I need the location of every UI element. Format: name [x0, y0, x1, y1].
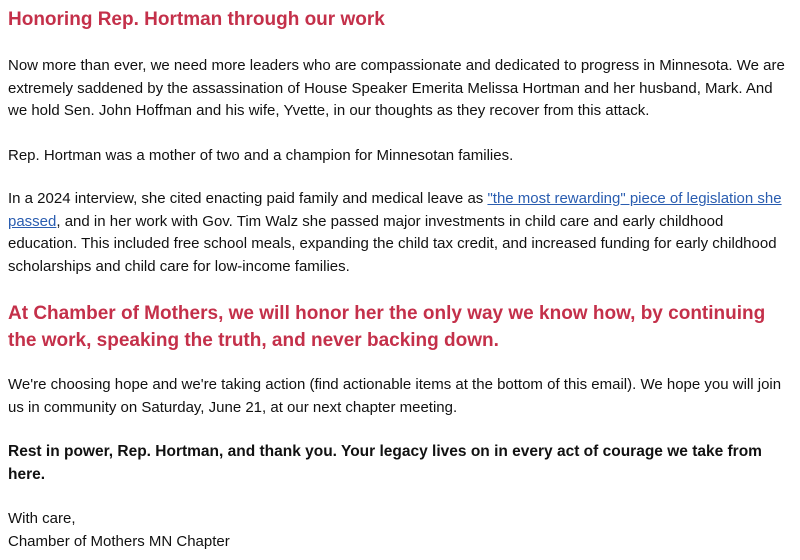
heading-honoring: Honoring Rep. Hortman through our work — [8, 9, 385, 30]
paragraph-intro: Now more than ever, we need more leaders who are compassionate and dedicated to progress in Minnesota. We are extremely saddened by the assassination of House Speaker Emerita Melissa Hortman and her husband, Mark. And we hold Sen. John Hoffman and his wife, Yvette, in our thoughts as they recover from this attack. — [8, 57, 785, 119]
signoff-text: With care, — [8, 510, 76, 527]
paragraph-hope: We're choosing hope and we're taking action (find actionable items at the bottom of this email). We hope you will join us in community on Saturday, June 21, at our next chapter meeting. — [8, 376, 782, 416]
most-rewarding-link[interactable]: "the most rewarding" piece of legislation she passed — [8, 190, 782, 230]
signature-text: Chamber of Mothers MN Chapter — [8, 532, 230, 550]
paragraph-rest-in-power: Rest in power, Rep. Hortman, and thank you. Your legacy lives on in every act of courage we take from here. — [8, 443, 762, 483]
paragraph-legislation-text-after: , and in her work with Gov. Tim Walz she passed major investments in child care and early childhood education. This included free school meals, expanding the child tax credit, and increased funding for early childhood scholarships and child care for low-income families. — [8, 212, 777, 275]
heading-honor-her: At Chamber of Mothers, we will honor her the only way we know how, by continuing the work, speaking the truth, and never backing down. — [8, 303, 766, 351]
paragraph-legislation — [8, 188, 788, 278]
paragraph-legislation-text-before: In a 2024 interview, she cited enacting paid family and medical leave as — [8, 190, 488, 207]
paragraph-mother: Rep. Hortman was a mother of two and a champion for Minnesotan families. — [8, 147, 514, 164]
signature-block — [8, 508, 788, 553]
